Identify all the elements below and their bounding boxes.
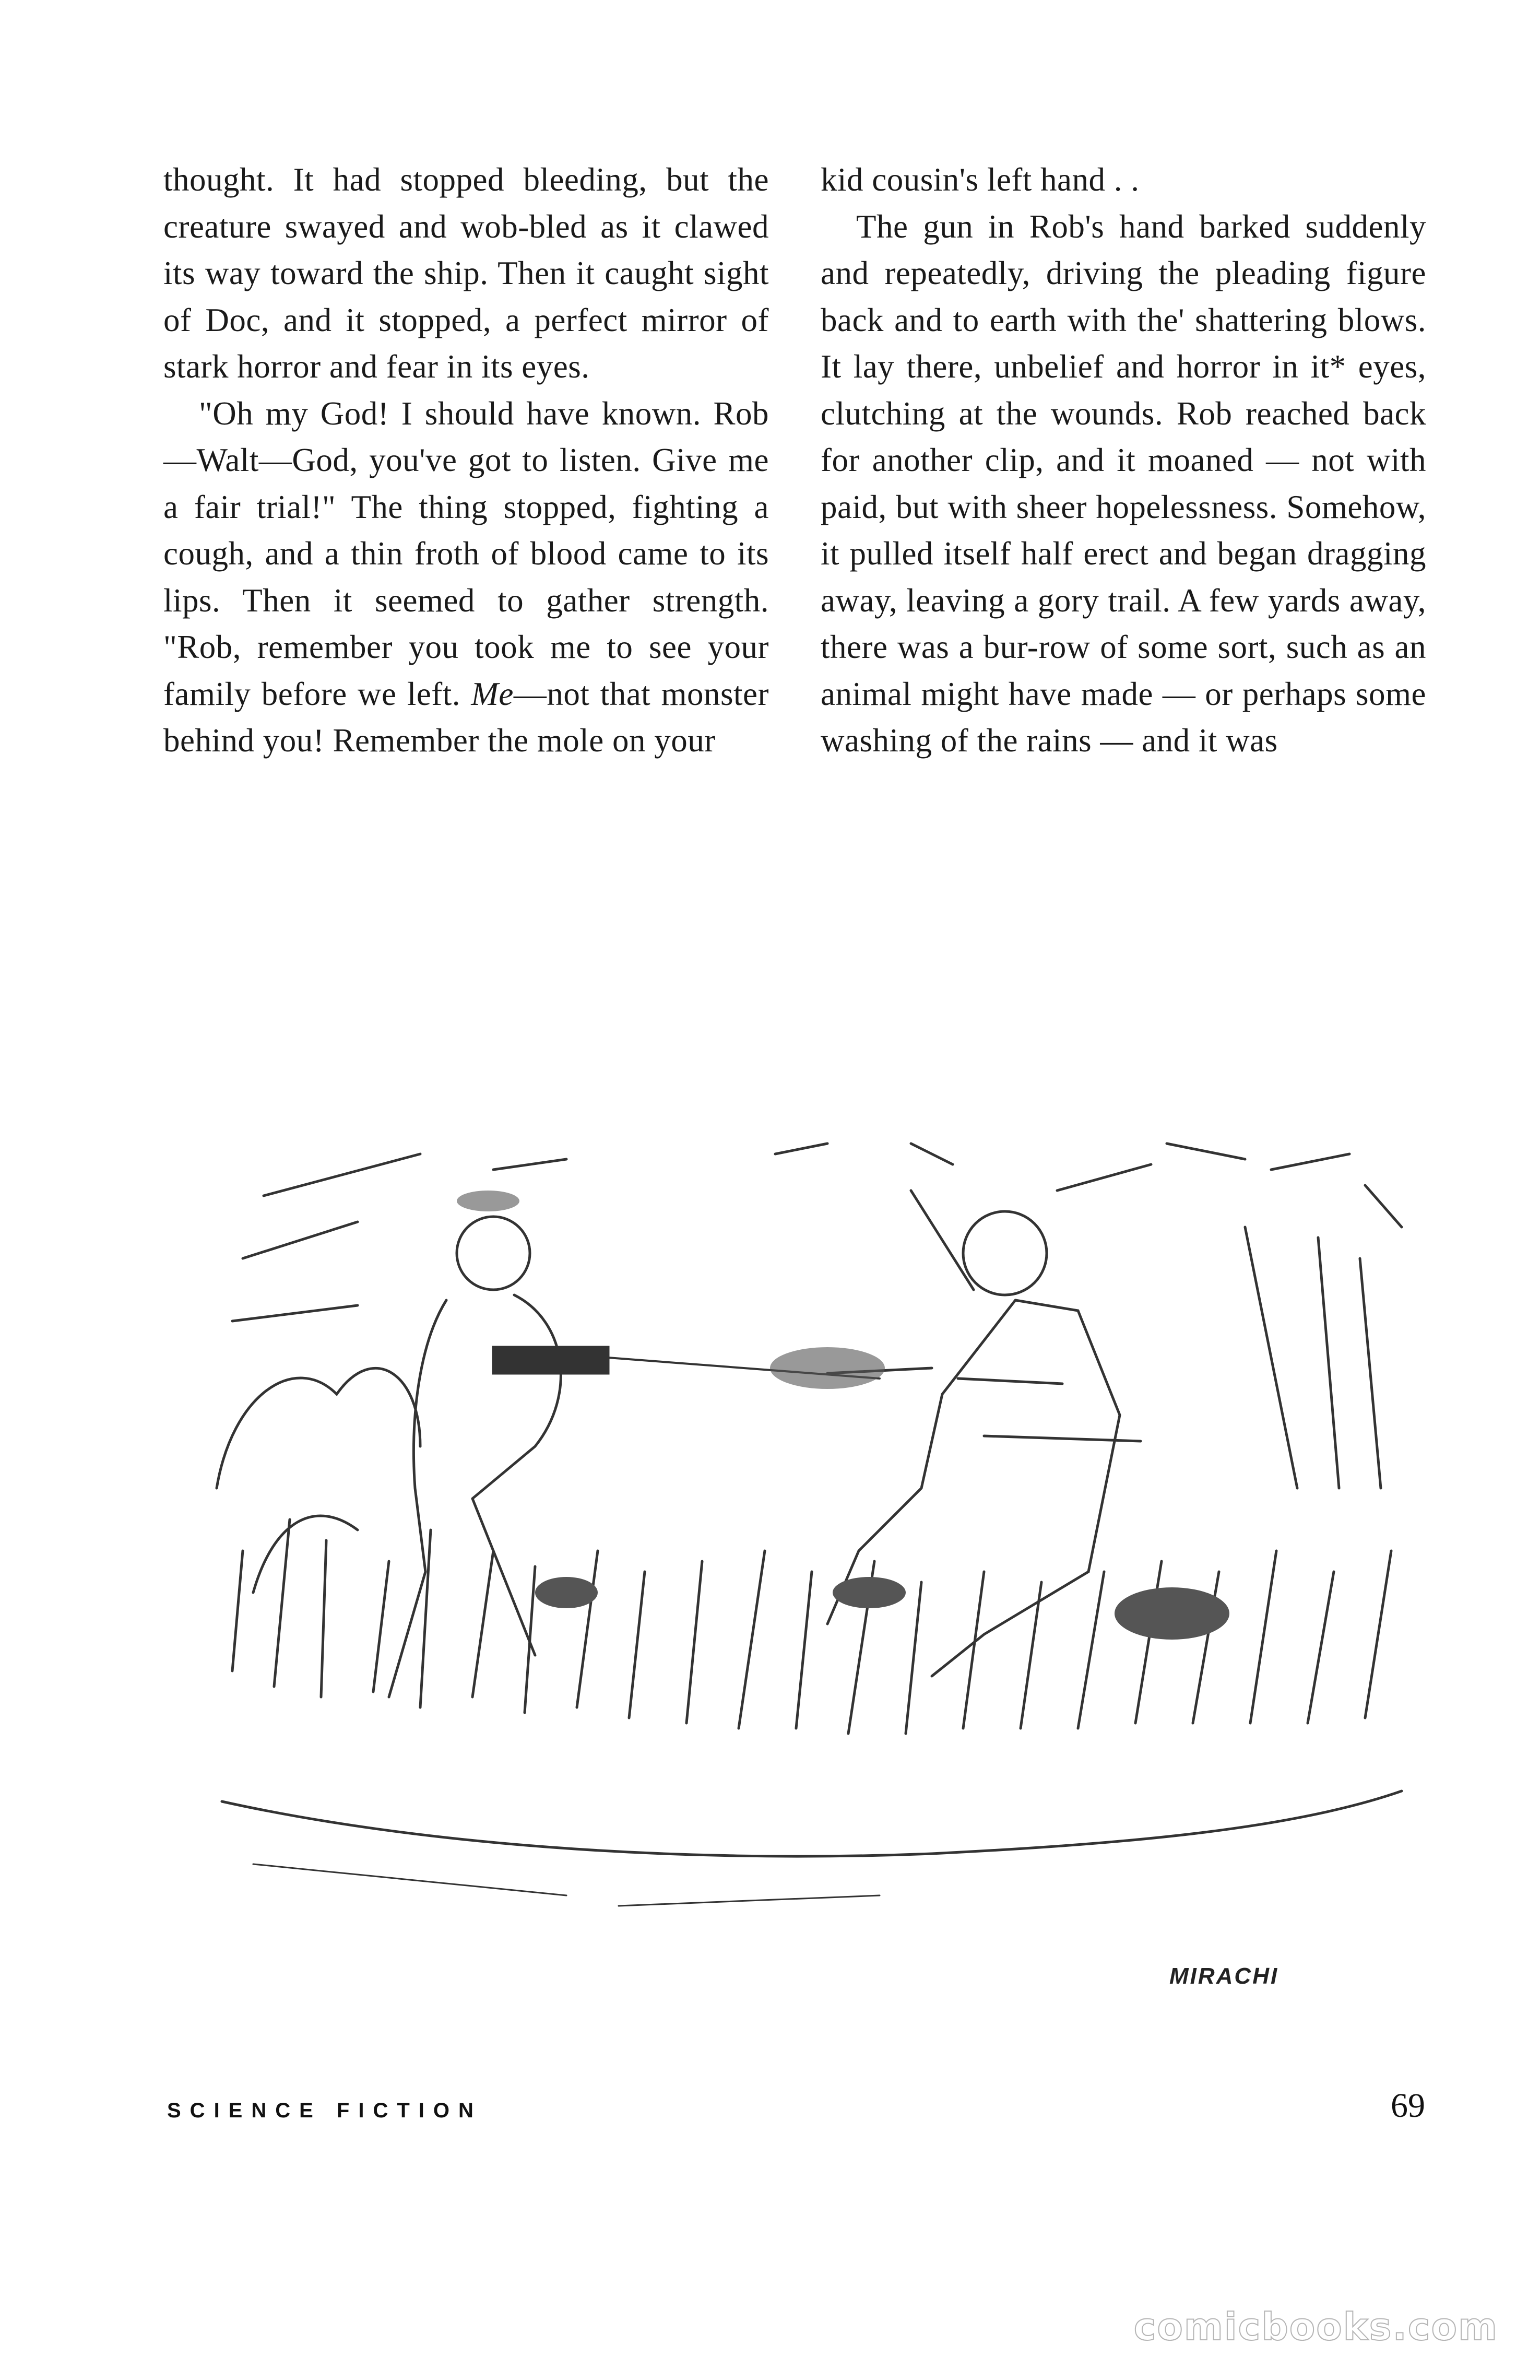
illustration — [201, 1123, 1423, 2010]
bush-outline — [253, 1516, 358, 1593]
ground-line — [253, 1864, 880, 1906]
paragraph — [163, 391, 769, 764]
shading — [457, 1191, 1229, 1640]
sky-line — [243, 1144, 1402, 1258]
emphasis-text: Me — [471, 675, 514, 712]
paragraph-text: "Oh my God! I should have known. Rob—Walt—God, you've got to listen. Give me a fair trial!" The thing stopped, fighting a cough, and a thin froth of blood came to its lips. Then it seemed to gather strength. "Rob, remember you took me to see your family before we left. — [163, 395, 769, 712]
motion-line — [232, 1305, 1141, 1441]
shooter-head — [457, 1217, 530, 1290]
paragraph: The gun in Rob's hand barked suddenly and repeatedly, driving the pleading figure back and to earth with the' shattering blows. It lay there, unbelief and horror in it* eyes, clutching at the wounds. Rob reached back for another clip, and it moaned — not with paid, but with sheer hopelessness. Somehow, it pulled itself half erect and began dragging away, leaving a gory trail. A few yards away, there was a bur-row of some sort, such as an animal might have made — or perhaps some washing of the rains — and it was — [821, 208, 1426, 759]
ground-line — [222, 1791, 1402, 1856]
paragraph: kid cousin's left hand . . — [821, 161, 1140, 198]
page-number: 69 — [1391, 2087, 1425, 2125]
target-head — [963, 1211, 1047, 1295]
artist-signature: MIRACHI — [1169, 1963, 1279, 1989]
paragraph-text-continued: —not that monster behind you! Remember the mole on your — [163, 675, 769, 759]
gun-shape — [493, 1347, 608, 1373]
illustration-drawing — [201, 1123, 1423, 2010]
bush-outline — [217, 1368, 420, 1488]
paragraph: thought. It had stopped bleeding, but the creature swayed and wob-bled as it clawed its way toward the ship. Then it caught sight of Doc, and it stopped, a perfect mirror of stark horror and fear in its eyes. — [163, 161, 769, 385]
watermark: comicbooks.com — [1133, 2305, 1498, 2349]
running-head: SCIENCE FICTION — [167, 2099, 482, 2122]
left-text-column — [163, 157, 769, 764]
right-text-column — [821, 157, 1426, 764]
reed-stems — [1245, 1227, 1381, 1488]
